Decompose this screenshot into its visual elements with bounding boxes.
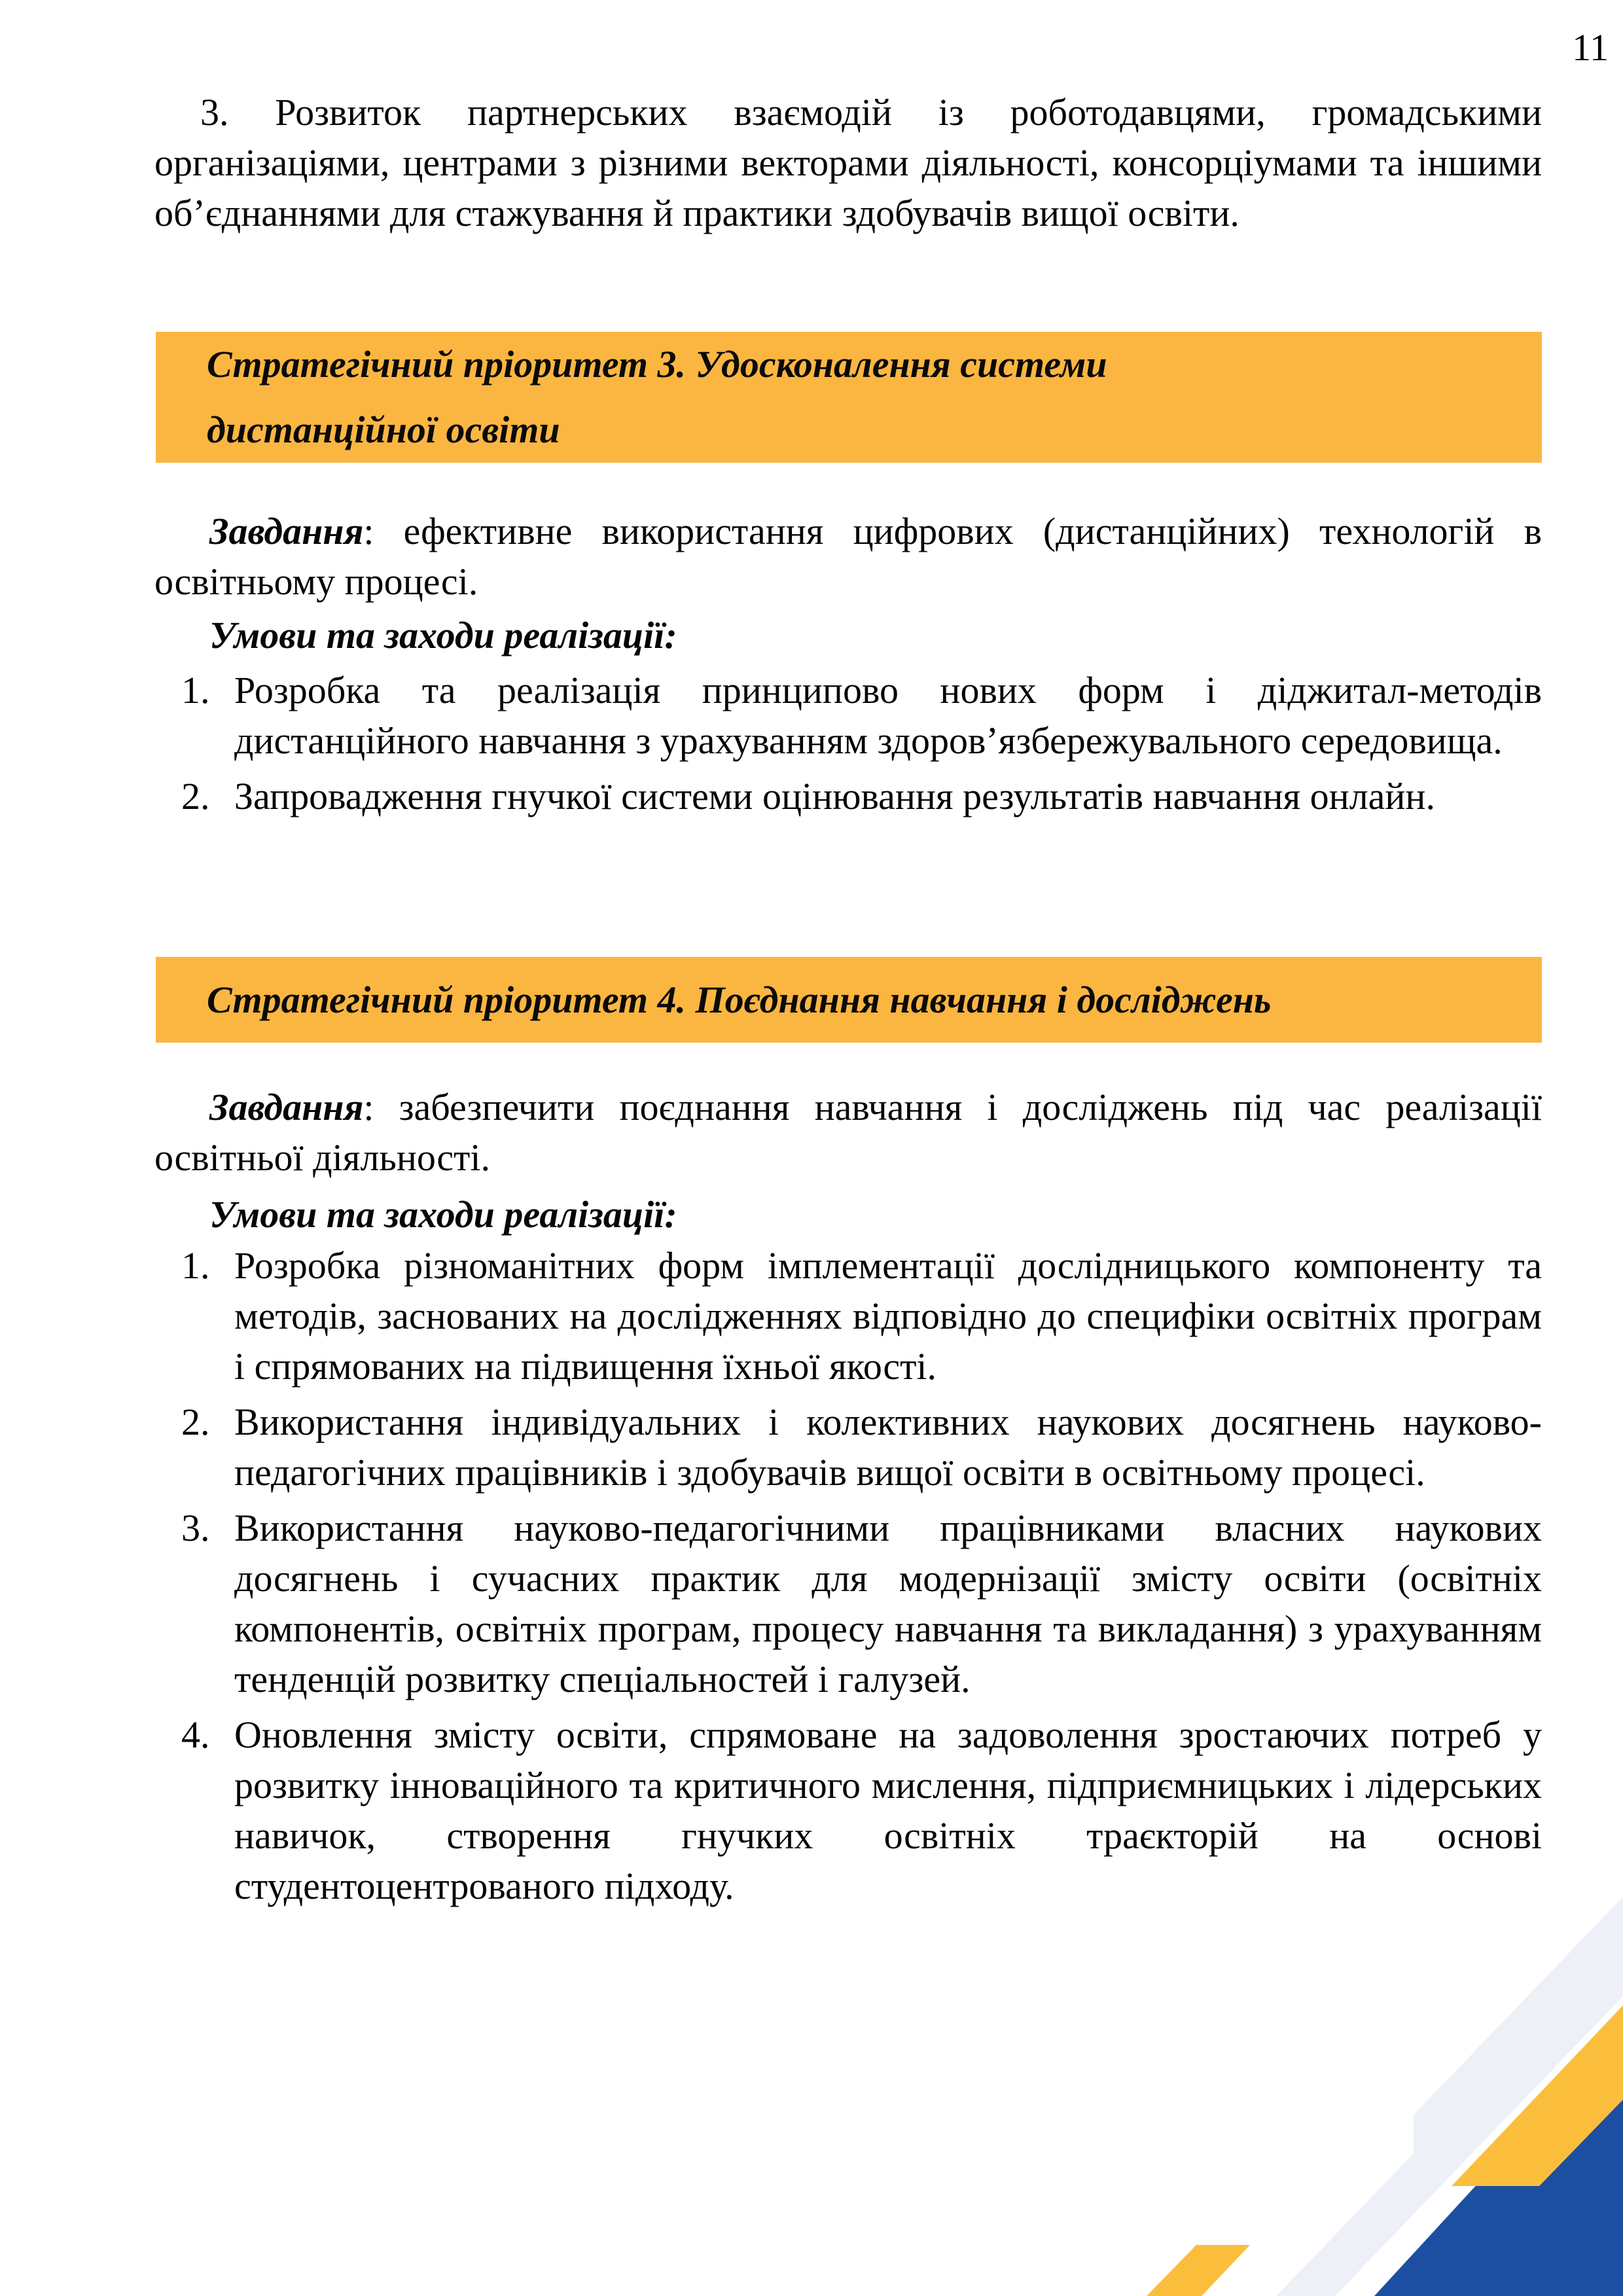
- banner-priority-4-title: Стратегічний пріоритет 4. Поєднання навчання і досліджень: [207, 978, 1272, 1021]
- list-item-text: Запровадження гнучкої системи оцінювання результатів навчання онлайн.: [234, 775, 1435, 817]
- list-item-text: Оновлення змісту освіти, спрямоване на задоволення зростаючих потреб у розвитку інноваційного та критичного мислення, підприємницьких і лідерських навичок, створення гнучких освітніх траєкторій на основі студентоцентрованого підходу.: [234, 1713, 1542, 1907]
- list-item: [154, 1240, 1542, 1391]
- list-item-number: 2.: [181, 775, 210, 817]
- measures-list-priority-4: [154, 1240, 1542, 1916]
- list-item: [154, 1710, 1542, 1911]
- task-text: : ефективне використання цифрових (дистанційних) технологій в освітньому процесі.: [154, 510, 1542, 603]
- list-item-number: 2.: [181, 1401, 210, 1443]
- corner-yellow-band: [1452, 2005, 1623, 2186]
- corner-yellow-small: [1147, 2245, 1250, 2296]
- task-label: Завдання: [209, 510, 364, 552]
- list-item-number: 1.: [181, 669, 210, 711]
- list-item-number: 1.: [181, 1244, 210, 1287]
- list-item: [154, 1503, 1542, 1704]
- task-label: Завдання: [209, 1086, 364, 1128]
- task-paragraph-priority-4: [154, 1082, 1542, 1183]
- corner-gray-band: [1276, 1897, 1623, 2296]
- list-item-number: 3.: [181, 1507, 210, 1549]
- conditions-heading-priority-3: Умови та заходи реалізації:: [209, 614, 677, 656]
- list-item: [154, 771, 1542, 821]
- task-text: : забезпечити поєднання навчання і досліджень під час реалізації освітньої діяльності.: [154, 1086, 1542, 1179]
- intro-paragraph: 3. Розвиток партнерських взаємодій із роботодавцями, громадськими організаціями, центрами з різними векторами діяльності, консорціумами та іншими об’єднаннями для стажування й практики здобувачів вищої освіти.: [154, 91, 1542, 234]
- page-number: 11: [1572, 26, 1609, 69]
- list-item-text: Розробка та реалізація принципово нових форм і діджитал-методів дистанційного навчання з урахуванням здоров’язбережувального середовища.: [234, 669, 1542, 762]
- conditions-heading-priority-4: Умови та заходи реалізації:: [209, 1193, 677, 1236]
- list-item-text: Розробка різноманітних форм імплементації дослідницького компоненту та методів, заснованих на дослідженнях відповідно до специфіки освітніх програм і спрямованих на підвищення їхньої якості.: [234, 1244, 1542, 1388]
- banner-priority-3: [156, 332, 1542, 463]
- list-item-text: Використання індивідуальних і колективних наукових досягнень науково-педагогічних працівників і здобувачів вищої освіти в освітньому процесі.: [234, 1401, 1542, 1494]
- list-item: [154, 1397, 1542, 1498]
- list-item-number: 4.: [181, 1713, 210, 1756]
- list-item-text: Використання науково-педагогічними працівниками власних наукових досягнень і сучасних практик для модернізації змісту освіти (освітніх компонентів, освітніх програм, процесу навчання та викладання) з урахуванням тенденцій розвитку спеціальностей і галузей.: [234, 1507, 1542, 1700]
- measures-list-priority-3: [154, 665, 1542, 827]
- banner-priority-4: [156, 957, 1542, 1043]
- corner-blue-triangle: [1374, 2026, 1623, 2296]
- task-paragraph-priority-3: [154, 506, 1542, 607]
- banner-priority-3-title: Стратегічний пріоритет 3. Удосконалення системи дистанційної освіти: [207, 343, 1107, 451]
- list-item: [154, 665, 1542, 766]
